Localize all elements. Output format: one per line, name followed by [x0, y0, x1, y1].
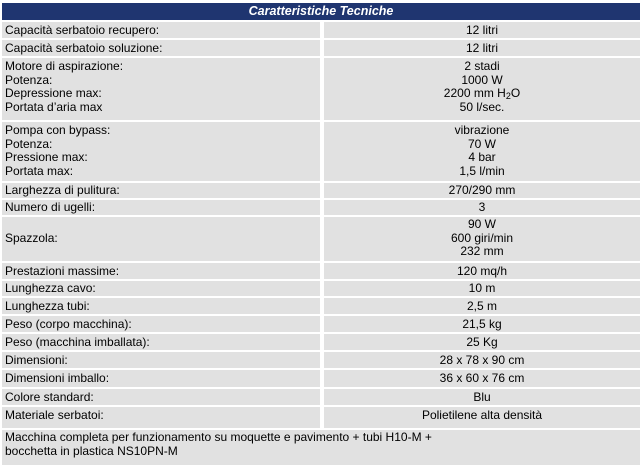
value-line: 270/290 mm [448, 183, 516, 197]
value-line: 21,5 kg [462, 317, 502, 331]
row-label [5, 318, 320, 332]
label-line: Spazzola: [5, 230, 58, 245]
footnote [2, 430, 640, 465]
label-line: Dimensioni imballo: [5, 371, 110, 385]
table-row [2, 316, 640, 332]
row-value [324, 300, 640, 314]
table-row [2, 407, 640, 428]
row-value [324, 265, 640, 279]
table-row [2, 217, 640, 261]
label-line: Lunghezza tubi: [5, 299, 90, 313]
label-line: Depressione max: [5, 86, 102, 101]
label-line: Potenza: [5, 136, 53, 151]
row-label [5, 60, 320, 114]
footnote-line: bocchetta in plastica NS10PN-M [5, 444, 178, 458]
row-label [5, 24, 320, 38]
value-line: vibrazione [454, 123, 510, 137]
row-value [324, 60, 640, 114]
row-value [324, 124, 640, 178]
row-value [324, 24, 640, 38]
row-value [324, 372, 640, 386]
table-row [2, 263, 640, 279]
row-value [324, 201, 640, 215]
label-line: Prestazioni massime: [5, 264, 120, 278]
table-row [2, 370, 640, 387]
row-value [324, 218, 640, 259]
label-line: Numero di ugelli: [5, 200, 96, 214]
value-line: 1000 W [461, 72, 503, 87]
table-row [2, 58, 640, 120]
value-line: 90 W [467, 217, 496, 231]
value-line: 70 W [467, 136, 496, 151]
value-line: 2200 mm $H_2O$ [443, 86, 521, 102]
row-label [5, 232, 320, 246]
row-value [324, 336, 640, 350]
row-label [5, 124, 320, 178]
row-label [5, 265, 320, 279]
label-line: Pompa con bypass: [5, 123, 111, 137]
label-line: Motore di aspirazione: [5, 59, 124, 73]
row-value [324, 354, 640, 368]
label-line: Peso (macchina imballata): [5, 335, 150, 349]
table-row [2, 40, 640, 56]
row-label [5, 336, 320, 350]
row-label [5, 282, 320, 296]
label-line: Potenza: [5, 72, 53, 87]
value-line: 10 m [468, 281, 496, 295]
row-value [324, 282, 640, 296]
row-value [324, 42, 640, 56]
table-row [2, 389, 640, 405]
table-row [2, 298, 640, 314]
row-value [324, 184, 640, 198]
label-line: Materiale serbatoi: [5, 408, 104, 422]
value-line: 120 mq/h [456, 264, 508, 278]
label-line: Larghezza di pulitura: [5, 183, 120, 197]
label-line: Pressione max: [5, 150, 88, 165]
row-label [5, 201, 320, 215]
table-title: Caratteristiche Tecniche [2, 3, 640, 20]
label-line: Portata d’aria max [5, 99, 103, 114]
table-row [2, 122, 640, 181]
value-line: Polietilene alta densità [421, 408, 543, 422]
row-label [5, 391, 320, 405]
table-row [2, 352, 640, 368]
table-row [2, 334, 640, 350]
label-line: Colore standard: [5, 390, 94, 404]
value-line: 12 litri [465, 41, 498, 55]
row-value [324, 391, 640, 405]
label-line: Dimensioni: [5, 353, 68, 367]
label-line: Peso (corpo macchina): [5, 317, 132, 331]
value-line: Blu [473, 390, 491, 404]
value-line: 4 bar [468, 150, 496, 165]
footnote-line: Macchina completa per funzionamento su moquette e pavimento + tubi H10-M + [5, 430, 432, 444]
row-value [324, 409, 640, 423]
value-line: 36 x 60 x 76 cm [439, 371, 525, 385]
value-line: 2,5 m [466, 299, 497, 313]
value-line: 3 [478, 200, 486, 214]
value-line: 232 mm [460, 244, 504, 259]
row-label [5, 42, 320, 56]
label-line: Lunghezza cavo: [5, 281, 96, 295]
row-label [5, 409, 320, 423]
table-row [2, 281, 640, 296]
label-line: Portata max: [5, 163, 74, 178]
value-line: 2 stadi [464, 59, 500, 73]
row-label [5, 372, 320, 386]
value-line: 28 x 78 x 90 cm [439, 353, 525, 367]
row-label [5, 300, 320, 314]
value-line: 50 l/sec. [459, 99, 505, 114]
value-line: 1,5 l/min [459, 163, 505, 178]
value-line: 12 litri [465, 23, 498, 37]
table-row [2, 22, 640, 38]
value-line: 600 giri/min [450, 230, 514, 245]
table-row [2, 200, 640, 215]
row-label [5, 354, 320, 368]
row-label [5, 184, 320, 198]
row-value [324, 318, 640, 332]
label-line: Capacità serbatoio recupero: [5, 23, 160, 37]
label-line: Capacità serbatoio soluzione: [5, 41, 163, 55]
table-row [2, 183, 640, 198]
value-line: 25 Kg [466, 335, 498, 349]
